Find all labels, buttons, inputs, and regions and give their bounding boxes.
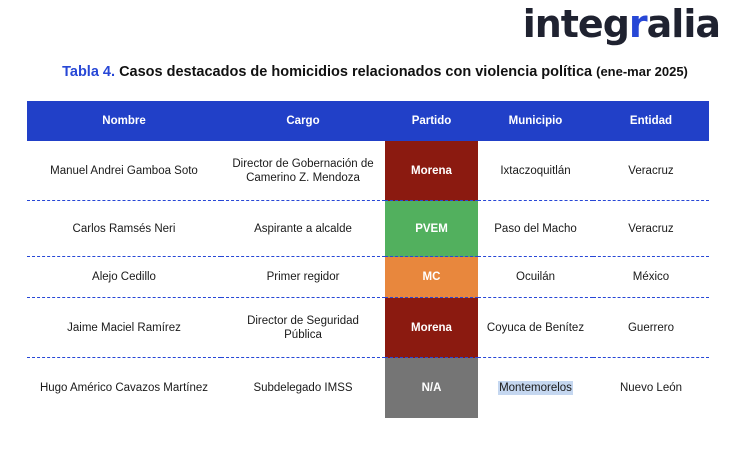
table-title-text: Casos destacados de homicidios relacionados con violencia política <box>119 64 593 80</box>
table-header-row <box>27 101 709 141</box>
table-number: Tabla 4. <box>62 64 116 80</box>
cell-entidad: Guerrero <box>593 298 709 358</box>
cell-municipio: Paso del Macho <box>478 201 593 257</box>
table-row <box>27 257 709 298</box>
cell-entidad: México <box>593 257 709 298</box>
party-badge-pvem: PVEM <box>385 201 478 257</box>
integralia-logo: integralia <box>522 2 720 46</box>
table-row <box>27 298 709 358</box>
cell-cargo: Director de Gobernación de Camerino Z. Mendoza <box>221 141 385 201</box>
table-row <box>27 141 709 201</box>
party-badge-morena: Morena <box>385 141 478 201</box>
cell-cargo: Aspirante a alcalde <box>221 201 385 257</box>
cell-municipio: Ocuilán <box>478 257 593 298</box>
cell-entidad: Nuevo León <box>619 382 683 394</box>
party-badge-na: N/A <box>385 358 478 419</box>
cell-municipio <box>478 358 593 419</box>
cell-nombre: Hugo Américo Cavazos Martínez <box>39 382 209 394</box>
cell-cargo: Subdelegado IMSS <box>253 382 353 394</box>
table-title <box>0 64 750 80</box>
table-row <box>27 358 709 419</box>
cell-cargo: Director de Seguridad Pública <box>221 298 385 358</box>
header-partido: Partido <box>385 101 478 141</box>
header-nombre: Nombre <box>27 101 221 141</box>
highlighted-municipio[interactable]: Montemorelos <box>499 382 572 394</box>
header-entidad: Entidad <box>593 101 709 141</box>
cell-municipio: Coyuca de Benítez <box>478 298 593 358</box>
cell-entidad: Veracruz <box>593 201 709 257</box>
cell-cargo: Primer regidor <box>221 257 385 298</box>
cell-nombre: Carlos Ramsés Neri <box>27 201 221 257</box>
cell-nombre: Manuel Andrei Gamboa Soto <box>27 141 221 201</box>
cell-nombre: Alejo Cedillo <box>27 257 221 298</box>
table-row <box>27 201 709 257</box>
cell-nombre: Jaime Maciel Ramírez <box>27 298 221 358</box>
cell-municipio: Ixtaczoquitlán <box>478 141 593 201</box>
header-municipio: Municipio <box>478 101 593 141</box>
party-badge-mc: MC <box>385 257 478 298</box>
header-cargo: Cargo <box>221 101 385 141</box>
cell-entidad: Veracruz <box>593 141 709 201</box>
party-badge-morena: Morena <box>385 298 478 358</box>
homicides-table <box>27 101 709 418</box>
table-date-range: (ene-mar 2025) <box>596 64 688 79</box>
